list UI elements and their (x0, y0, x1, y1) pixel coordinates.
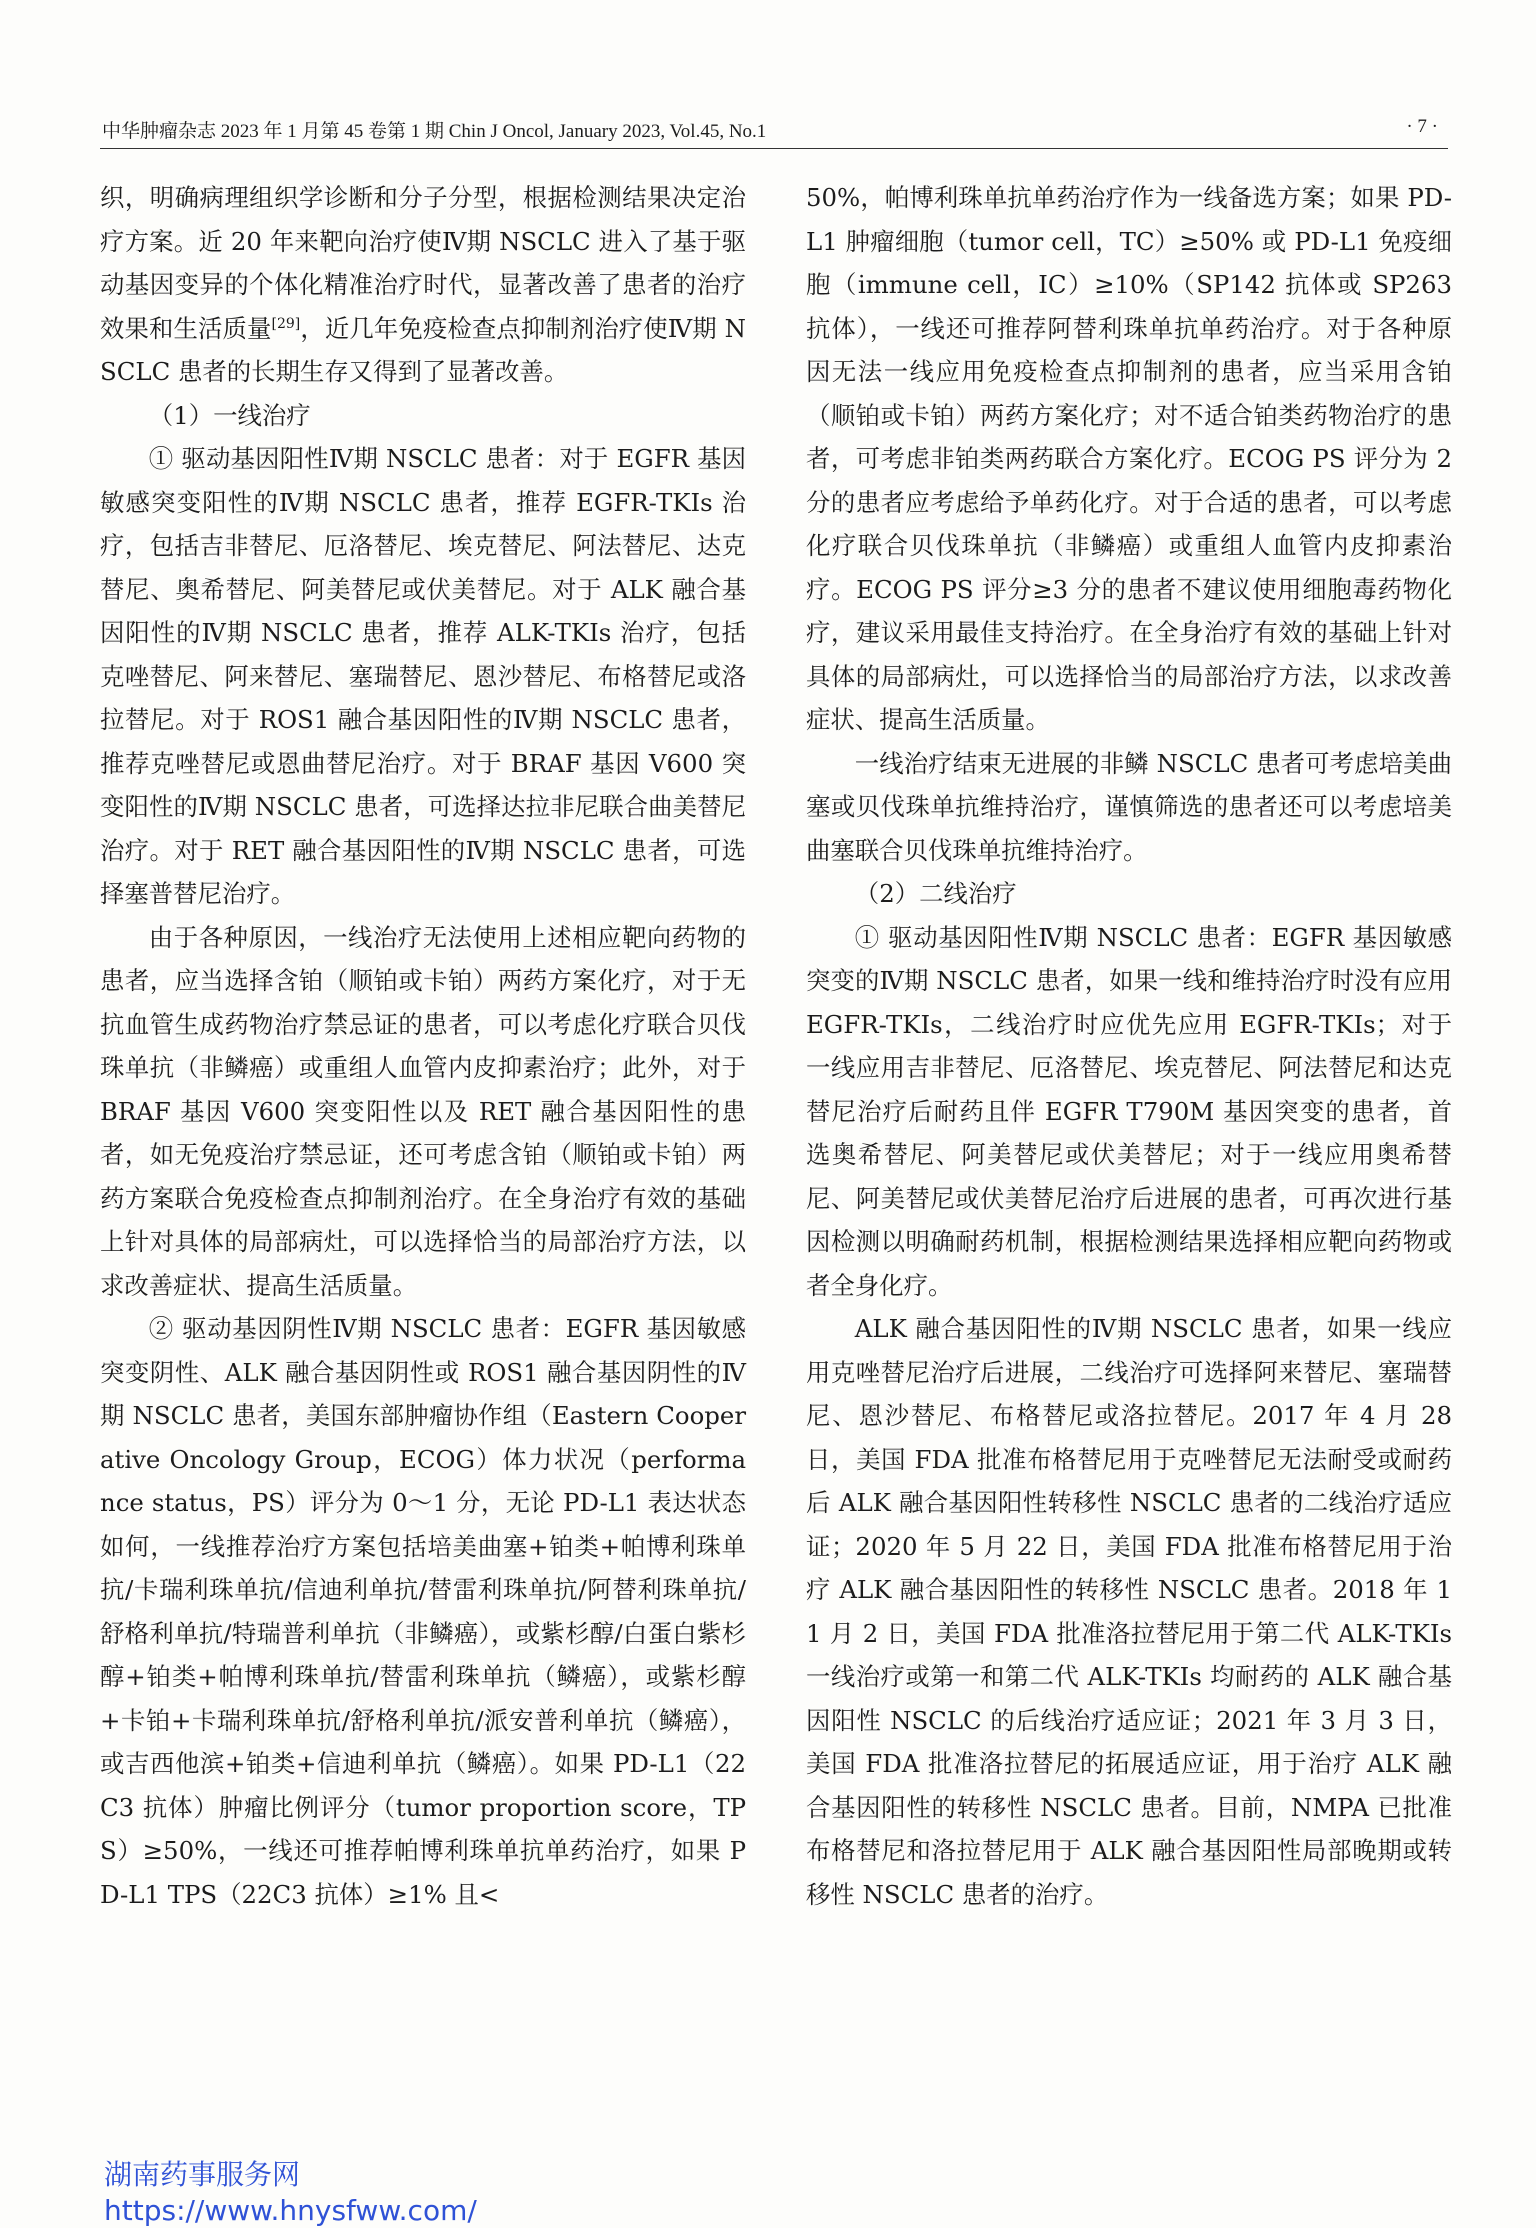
running-header (100, 112, 1448, 149)
paragraph (100, 176, 746, 394)
paragraph: 一线治疗结束无进展的非鳞 NSCLC 患者可考虑培美曲塞或贝伐珠单抗维持治疗，谨慎筛选的患者还可以考虑培美曲塞联合贝伐珠单抗维持治疗。 (806, 748, 1452, 865)
paragraph: 50%，帕博利珠单抗单药治疗作为一线备选方案；如果 PD-L1 肿瘤细胞（tumor cell，TC）≥50% 或 PD-L1 免疫细胞（immune cell，IC）≥10%（SP142 抗体或 SP263 抗体），一线还可推荐阿替利珠单抗单药治疗。对于各种原因无法一线应用免疫检查点抑制剂的患者，应当采用含铂（顺铂或卡铂）两药方案化疗；对不适合铂类药物治疗的患者，可考虑非铂类两药联合方案化疗。ECOG PS 评分为 2 分的患者应考虑给予单药化疗。对于合适的患者，可以考虑化疗联合贝伐珠单抗（非鳞癌）或重组人血管内皮抑素治疗。ECOG PS 评分≥3 分的患者不建议使用细胞毒药物化疗，建议采用最佳支持治疗。在全身治疗有效的基础上针对具体的局部病灶，可以选择恰当的局部治疗方法，以求改善症状、提高生活质量。 (806, 183, 1452, 734)
paragraph-text: 织，明确病理组织学诊断和分子分型，根据检测结果决定治疗方案。近 20 年来靶向治疗使Ⅳ期 NSCLC 进入了基于驱动基因变异的个体化精准治疗时代，显著改善了患者的治疗效果和生活质量 (100, 183, 746, 343)
right-column (806, 176, 1452, 1916)
journal-citation: 中华肿瘤杂志 2023 年 1 月第 45 卷第 1 期 Chin J Oncol, January 2023, Vol.45, No.1 (102, 121, 767, 142)
watermark-name: 湖南药事服务网 (104, 2158, 301, 2191)
section-heading: （1）一线治疗 (148, 400, 311, 430)
paragraph-text: ，近几年免疫检查点抑制剂治疗使Ⅳ期 NSCLC 患者的长期生存又得到了显著改善。 (100, 313, 746, 386)
page-number: · 7 · (1406, 116, 1438, 137)
paragraph: 由于各种原因，一线治疗无法使用上述相应靶向药物的患者，应当选择含铂（顺铂或卡铂）两药方案化疗，对于无抗血管生成药物治疗禁忌证的患者，可以考虑化疗联合贝伐珠单抗（非鳞癌）或重组人血管内皮抑素治疗；此外，对于 BRAF 基因 V600 突变阳性以及 RET 融合基因阳性的患者，如无免疫治疗禁忌证，还可考虑含铂（顺铂或卡铂）两药方案联合免疫检查点抑制剂治疗。在全身治疗有效的基础上针对具体的局部病灶，可以选择恰当的局部治疗方法，以求改善症状、提高生活质量。 (100, 922, 746, 1300)
paragraph: ① 驱动基因阳性Ⅳ期 NSCLC 患者：对于 EGFR 基因敏感突变阳性的Ⅳ期 NSCLC 患者，推荐 EGFR-TKIs 治疗，包括吉非替尼、厄洛替尼、埃克替尼、阿法替尼、达克替尼、奥希替尼、阿美替尼或伏美替尼。对于 ALK 融合基因阳性的Ⅳ期 NSCLC 患者，推荐 ALK-TKIs 治疗，包括克唑替尼、阿来替尼、塞瑞替尼、恩沙替尼、布格替尼或洛拉替尼。对于 ROS1 融合基因阳性的Ⅳ期 NSCLC 患者，推荐克唑替尼或恩曲替尼治疗。对于 BRAF 基因 V600 突变阳性的Ⅳ期 NSCLC 患者，可选择达拉非尼联合曲美替尼治疗。对于 RET 融合基因阳性的Ⅳ期 NSCLC 患者，可选择塞普替尼治疗。 (100, 444, 746, 908)
section-heading: （2）二线治疗 (854, 879, 1017, 908)
watermark (104, 2158, 477, 2227)
left-column (100, 176, 746, 1916)
reference-marker: [29] (271, 315, 301, 332)
paragraph: ALK 融合基因阳性的Ⅳ期 NSCLC 患者，如果一线应用克唑替尼治疗后进展，二线治疗可选择阿来替尼、塞瑞替尼、恩沙替尼、布格替尼或洛拉替尼。2017 年 4 月 28 日，美国 FDA 批准布格替尼用于克唑替尼无法耐受或耐药后 ALK 融合基因阳性转移性 NSCLC 患者的二线治疗适应证；2020 年 5 月 22 日，美国 FDA 批准布格替尼用于治疗 ALK 融合基因阳性的转移性 NSCLC 患者。2018 年 11 月 2 日，美国 FDA 批准洛拉替尼用于第二代 ALK-TKIs 一线治疗或第一和第二代 ALK-TKIs 均耐药的 ALK 融合基因阳性 NSCLC 的后线治疗适应证；2021 年 3 月 3 日，美国 FDA 批准洛拉替尼的拓展适应证，用于治疗 ALK 融合基因阳性的转移性 NSCLC 患者。目前，NMPA 已批准布格替尼和洛拉替尼用于 ALK 融合基因阳性局部晚期或转移性 NSCLC 患者的治疗。 (806, 1314, 1452, 1909)
paragraph: ① 驱动基因阳性Ⅳ期 NSCLC 患者：EGFR 基因敏感突变的Ⅳ期 NSCLC 患者，如果一线和维持治疗时没有应用 EGFR-TKIs，二线治疗时应优先应用 EGFR-TKIs；对于一线应用吉非替尼、厄洛替尼、埃克替尼、阿法替尼和达克替尼治疗后耐药且伴 EGFR T790M 基因突变的患者，首选奥希替尼、阿美替尼或伏美替尼；对于一线应用奥希替尼、阿美替尼或伏美替尼治疗后进展的患者，可再次进行基因检测以明确耐药机制，根据检测结果选择相应靶向药物或者全身化疗。 (806, 922, 1452, 1300)
paragraph: ② 驱动基因阴性Ⅳ期 NSCLC 患者：EGFR 基因敏感突变阴性、ALK 融合基因阴性或 ROS1 融合基因阴性的Ⅳ期 NSCLC 患者，美国东部肿瘤协作组（Eastern Cooperative Oncology Group，ECOG）体力状况（performance status，PS）评分为 0～1 分，无论 PD-L1 表达状态如何，一线推荐治疗方案包括培美曲塞+铂类+帕博利珠单抗/卡瑞利珠单抗/信迪利单抗/替雷利珠单抗/阿替利珠单抗/舒格利单抗/特瑞普利单抗（非鳞癌），或紫杉醇/白蛋白紫杉醇+铂类+帕博利珠单抗/替雷利珠单抗（鳞癌），或紫杉醇+卡铂+卡瑞利珠单抗/舒格利单抗/派安普利单抗（鳞癌），或吉西他滨+铂类+信迪利单抗（鳞癌）。如果 PD-L1（22C3 抗体）肿瘤比例评分（tumor proportion score，TPS）≥50%，一线还可推荐帕博利珠单抗单药治疗，如果 PD-L1 TPS（22C3 抗体）≥1% 且< (100, 1314, 746, 1909)
watermark-url: https://www.hnysfww.com/ (104, 2194, 477, 2227)
